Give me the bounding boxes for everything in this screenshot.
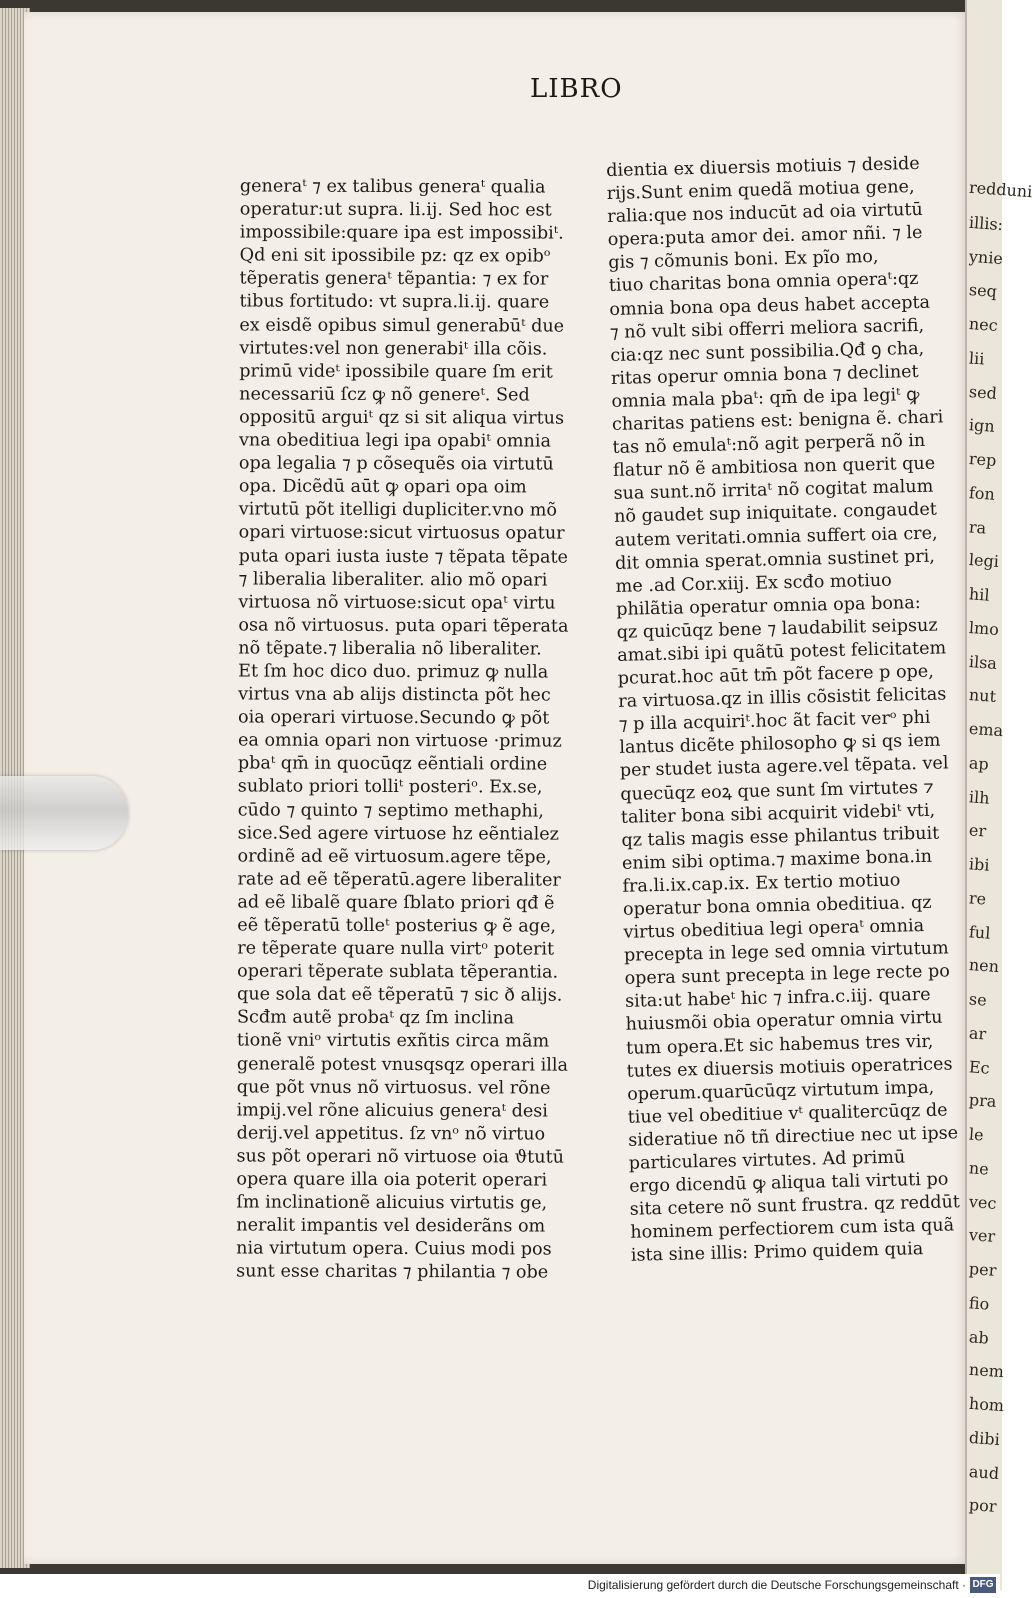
text-line: osa nõ virtuosus. puta opari tẽperata [238,615,569,637]
adjacent-page-edge [965,0,1033,1590]
text-line: operari tẽperate sublata tẽperantia. [237,961,559,983]
text-line: ralia:que nos inducūt ad oia virtutū [607,200,923,228]
text-line: gis ⁊ cõmunis boni. Ex pĩo mo, [608,247,879,274]
adjacent-page-text-fragment: ab [968,1326,990,1348]
adjacent-page-text-fragment: aud [968,1461,1000,1483]
text-line: ordinẽ ad eẽ virtuosum.agere tẽpe, [237,846,552,868]
text-line: huiusmõi obia operatur omnia virtu [625,1008,943,1036]
text-line: que põt vnus nõ virtuosus. vel rõne [236,1077,551,1099]
adjacent-page-text-fragment: nen [968,955,1000,977]
text-line: taliter bona sibi acquirit videbiᵗ vti, [620,800,936,828]
adjacent-page-text-fragment: hom [968,1393,1005,1416]
adjacent-page-text-fragment: sed [968,381,998,403]
text-line: ea omnia opari non virtuose ·primuz [237,730,562,752]
adjacent-page-text-fragment: nem [968,1360,1005,1382]
adjacent-page-text-fragment: lii [968,348,986,369]
text-line: operatur:ut supra. li.ij. Sed hoc est [239,199,552,221]
text-line: oia operari virtuose.Secundo ꝙ põt [238,707,550,729]
text-line: sita:ut habeᵗ hic ⁊ infra.c.iij. quare [624,985,931,1013]
text-line: re tẽperate quare nulla virtᵒ poterit [237,938,555,960]
text-line: fra.li.ix.cap.ix. Ex tertio motiuo [622,870,901,897]
text-line: omnia bona opa deus habet accepta [609,292,931,320]
page-header: LIBRO [530,74,623,104]
text-line: opari virtuose:sicut virtuosus opatur [238,522,565,545]
text-line: pcurat.hoc aūt tm̄ põt facere p ope, [617,661,935,689]
text-line: ex eisdẽ opibus simul generabūᵗ due [239,315,565,337]
text-line: Qd eni sit ipossibile pz: qz ex opibᵒ [239,245,551,267]
text-line: ⁊ liberalia liberaliter. alio mõ opari [238,569,548,591]
text-line: opera:puta amor dei. amor nñi. ⁊ le [607,223,923,251]
text-line: enim sibi optima.⁊ maxime bona.in [621,846,933,874]
text-line: ⁊ p illa acquiriᵗ.hoc ãt facit verᵒ phi [618,708,931,736]
text-line: nõ gaudet sup iniquitate. congaudet [613,499,938,528]
adjacent-page-text-fragment: ilh [968,786,991,808]
text-line: pbaᵗ qm̄ in quocūqz eẽntiali ordine [237,753,548,775]
text-line: ergo dicendū ꝙ aliqua tali virtuti po [629,1169,949,1197]
adjacent-page-text-fragment: ver [968,1225,996,1247]
text-line: opa legalia ⁊ p cõsequẽs oia virtutū [238,453,554,475]
text-line: ⁊ nõ vult sibi offerri meliora sacrifi, [609,315,925,343]
text-line: opa. Dicẽdū aūt ꝙ opari opa oim [238,476,527,498]
text-line: necessariū ſcz ꝙ nõ genereᵗ. Sed [239,384,530,406]
text-line: sus põt operari nõ virtuose oia ϑtutū [236,1146,565,1168]
text-line: sice.Sed agere virtuose hz eẽntialez [237,823,559,845]
text-line: cūdo ⁊ quinto ⁊ septimo methaphi, [237,800,544,822]
adjacent-page-text-fragment: illis: [968,212,1004,234]
text-line: me .ad Cor.xiij. Ex scđo motiuo [615,570,892,597]
text-line: dientia ex diuersis motiuis ⁊ deside [606,153,920,181]
adjacent-page-text-fragment: ne [968,1158,990,1179]
adjacent-page-text-fragment: ar [968,1023,987,1044]
text-line: omnia mala pbaᵗ: qm̄ de ipa legiᵗ ꝙ [611,384,920,412]
text-line: oppositū arguiᵗ qz si sit aliqua virtus [239,407,565,429]
text-line: rijs.Sunt enim quedã motiua gene, [606,177,915,205]
text-line: eẽ tẽperatū tolleᵗ posterius ꝙ ẽ age, [237,915,557,937]
adjacent-page-text-fragment: ra [968,516,987,538]
text-line: ra virtuosa.qz in illis cõsistit felicitas [618,684,947,713]
text-line: opera sunt precepta in lege recte po [624,961,951,990]
adjacent-page-text-fragment: ap [968,753,990,774]
text-line: impossibile:quare ipa est impossibiᵗ. [239,222,564,244]
text-line: virtutes:vel non generabiᵗ illa cõis. [239,338,548,360]
text-line: ista sine illis: Primo quidem quia [630,1239,924,1267]
text-line: operum.quarūcūqz virtutum impa, [626,1077,935,1105]
text-line: virtutū põt itelligi dupliciter.vno mõ [238,499,558,521]
text-line: sublato priori tolliᵗ posteriᵒ. Ex.se, [237,776,543,798]
adjacent-page-text-fragment: nec [968,314,999,335]
text-line: dit omnia sperat.omnia sustinet pri, [614,546,936,574]
text-line: sua sunt.nõ irritaᵗ nõ cogitat malum [613,476,934,505]
text-line: tionẽ vniᵒ virtutis exñtis circa mãm [236,1030,550,1053]
footer-bar [0,1574,1000,1598]
text-line: virtus vna ab alijs distincta põt hec [238,684,551,706]
adjacent-page-text-fragment: re [968,888,987,909]
adjacent-page-text-fragment: fio [968,1293,990,1314]
adjacent-page-text-fragment: seq [968,280,998,302]
text-line: per studet iusta agere.vel tẽpata. vel [619,753,949,782]
adjacent-page-text-fragment: por [968,1495,998,1517]
text-line: qz quicūqz bene ⁊ laudabilit seipsuz [616,615,938,643]
text-line: hominem perfectiorem cum ista quã [630,1215,955,1244]
right-text-column [606,153,961,1268]
text-line: derij.vel appetitus. ſz vnᵒ nõ virtuo [236,1123,546,1145]
adjacent-page-text-fragment: ilsa [968,651,998,673]
left-text-column [236,175,569,1285]
text-line: amat.sibi ipi quãtū potest felicitatem [617,638,947,666]
text-line: opera quare illa oia poterit operari [236,1169,548,1191]
text-line: tẽperatis generaᵗ tẽpantia: ⁊ ex for [239,268,549,290]
text-line: virtus obeditiua legi operaᵗ omnia [623,916,925,943]
text-line: nõ tẽpate.⁊ liberalia nõ liberaliter. [238,638,542,660]
text-line: que sola dat eẽ tẽperatū ⁊ sic ð alijs. [237,984,563,1006]
text-line: ritas operur omnia bona ⁊ declinet [610,361,919,389]
dfg-logo: DFG [970,1577,996,1593]
adjacent-page-text-fragment: dibi [968,1427,1001,1449]
text-line: operatur bona omnia obeditiua. qz [622,892,932,920]
text-line: Et ſm hoc dico duo. primuz ꝙ nulla [238,661,549,683]
text-line: generaᵗ ⁊ ex talibus generaᵗ qualia [239,176,546,198]
adjacent-page-text-fragment: ful [968,921,991,943]
footer-credit: Digitalisierung gefördert durch die Deutsche Forschungsgemeinschaft · [587,1578,966,1592]
text-line: tas nõ emulaᵗ:nõ agit perperã nõ in [612,430,926,459]
text-line: tibus fortitudo: vt supra.li.ij. quare [239,291,550,314]
adjacent-page-text-fragment: Ec [968,1056,991,1078]
text-line: Scđm autẽ probaᵗ qz ſm inclina [236,1007,515,1029]
text-line: ad eẽ libalẽ quare ſblato priori qđ ẽ [237,892,555,914]
adjacent-page-text-fragment: le [968,1124,985,1145]
text-line: tiuo charitas bona omnia operaᵗ:qz [608,269,919,297]
text-line: puta opari iusta iuste ⁊ tẽpata tẽpate [238,545,568,568]
text-line: charitas patiens est: benigna ẽ. chari [611,407,944,435]
text-line: sideratiue nõ tñ directiue nec ut ipse [628,1123,959,1151]
text-line: virtuosa nõ virtuose:sicut opaᵗ virtu [238,592,556,614]
text-line: rate ad eẽ tẽperatū.agere liberaliter [237,869,561,891]
text-line: sita cetere nõ sunt frustra. qz reddūt [629,1192,961,1220]
adjacent-page-text-fragment: se [968,989,988,1010]
text-line: precepta in lege sed omnia virtutum [623,938,949,966]
text-line: sunt esse charitas ⁊ philantia ⁊ obe [236,1261,549,1283]
adjacent-page-text-fragment: legi [968,550,1000,572]
text-line: philãtia operatur omnia opa bona: [615,592,921,620]
text-line: particulares virtutes. Ad primū [628,1147,906,1174]
text-line: neralit impantis vel desiderãns om [236,1215,546,1237]
text-line: ſm inclinationẽ alicuius virtutis ge, [236,1192,548,1214]
adjacent-page-text-fragment: er [968,820,987,841]
adjacent-page-text-fragment: ibi [968,854,991,875]
adjacent-page-text-fragment: lmo [968,617,1000,639]
text-line: tutes ex diuersis motiuis operatrices [626,1054,953,1082]
adjacent-page-text-fragment: fon [968,482,996,504]
text-line: lantus dicẽte philosopho ꝙ si qs iem [619,730,941,759]
adjacent-page-text-fragment: per [968,1259,997,1280]
page-clip [0,776,128,850]
text-line: nia virtutum opera. Cuius modi pos [236,1238,552,1260]
text-line: quecūqz eoꝝ que sunt ſm virtutes ⁊ [620,777,934,805]
text-line: flatur nõ ẽ ambitiosa non querit que [612,453,936,482]
adjacent-page-text-fragment: hil [968,584,991,605]
adjacent-page-text-fragment: ema [968,718,1004,741]
text-line: cia:qz nec sunt possibilia.Qđ ꝯ cha, [610,338,925,366]
adjacent-page-text-fragment: rep [968,449,997,470]
adjacent-page-text-fragment: nut [968,685,997,707]
text-line: autem veritati.omnia suffert oia cre, [614,523,938,551]
text-line: tum opera.Et sic habemus tres vir, [625,1031,934,1059]
adjacent-page-text-fragment: redduni [968,177,1033,202]
adjacent-page-text-fragment: ynie [968,246,1004,268]
text-line: impij.vel rõne alicuius generaᵗ desi [236,1100,548,1122]
adjacent-page-text-fragment: vec [968,1191,998,1213]
text-line: primū videᵗ ipossibile quare ſm erit [239,361,553,383]
text-line: tiue vel obeditiue vᵗ qualitercūqz de [627,1100,948,1128]
adjacent-page-text-fragment: pra [968,1090,998,1112]
text-line: qz talis magis esse philantus tribuit [621,823,940,851]
text-line: generalẽ potest vnusqsqz operari illa [236,1054,569,1076]
adjacent-page-text-fragment: ign [968,415,996,437]
text-line: vna obeditiua legi ipa opabiᵗ omnia [238,430,552,452]
